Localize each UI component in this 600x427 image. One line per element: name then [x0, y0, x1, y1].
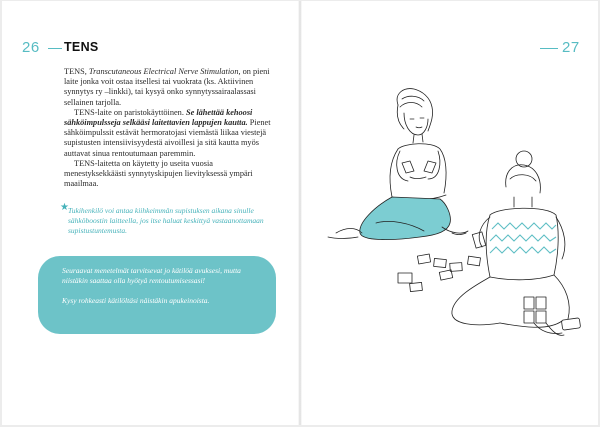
- page-number-rule-left: [48, 48, 62, 49]
- paragraph-1-italic: Transcutaneous Electrical Nerve Stimulation: [88, 67, 239, 76]
- bubble-line-1: Seuraavat menetelmät tarvitsevat jo kätilöä avuksesi, mutta niistäkin saattaa olla hyötyä rentoutumisessasi!: [62, 266, 241, 285]
- paragraph-2-lead: TENS-laite on paristokäyttöinen.: [74, 107, 186, 117]
- right-page: [300, 1, 598, 425]
- page-number-left: 26: [22, 39, 40, 56]
- woman-with-tens-device-figure: [452, 151, 581, 335]
- paragraph-1: [64, 67, 276, 108]
- bubble-line-2: Kysy rohkeasti kätilöltäsi näistäkin apukeinoista.: [62, 296, 210, 305]
- paragraph-2-rest: Pienet sähköimpulssit estävät hermoratojasi viemästä liikaa viestejä supistusten intensiivisyydestä aivoillesi ja sitä kautta myös auttavat sinua rentoutumaan paremmin.: [64, 118, 271, 158]
- tip-text: Tukihenkilö voi antaa kiihkeimmän supistuksen aikana sinulle sähköboostin laitteella, jos itse haluat keskittyä vastaanottamaan supistustuntemusta.: [68, 206, 264, 235]
- paragraph-2-emphasis: Se lähettää kehoosi sähköimpulsseja selkääsi laitettavien lappujen kautta.: [64, 107, 253, 128]
- section-title: TENS: [64, 40, 99, 54]
- speech-bubble-text: [62, 266, 268, 306]
- book-spread: [2, 1, 598, 425]
- star-icon: ★: [60, 202, 69, 213]
- sweater-pattern: [490, 223, 556, 253]
- illustration-two-women-playing-cards: [300, 1, 598, 425]
- paragraph-1-lead: TENS,: [64, 67, 89, 76]
- paragraph-2: [64, 108, 276, 159]
- page-number-right: 27: [562, 39, 580, 56]
- paragraph-3: TENS-laitetta on käytetty jo useita vuosia menestyksekkäästi synnytyskipujen lievityksessä ympäri maailmaa.: [64, 158, 253, 189]
- body-text: [64, 67, 276, 189]
- left-page: [2, 1, 300, 425]
- paragraph-1-rest: , on pieni laite jonka voit ostaa itsellesi tai vuokrata (ks. Aktiivinen synnytys ry –linkki), tai kysyä onko synnytyssairaalassasi sellainen tarjolla.: [64, 67, 270, 107]
